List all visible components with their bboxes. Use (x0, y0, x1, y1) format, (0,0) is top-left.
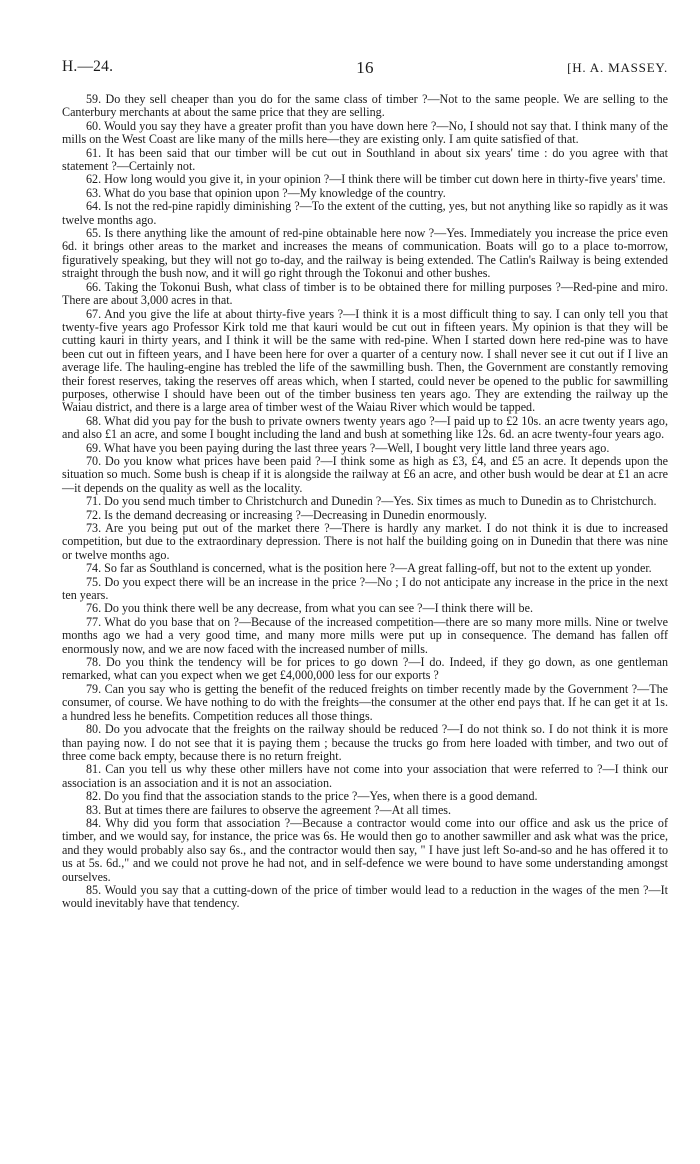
testimony-paragraph: 69. What have you been paying during the last three years ?—Well, I bought very little land three years ago. (86, 440, 610, 455)
testimony-paragraph: 81. Can you tell us why these other millers have not come into your association that were referred to ?—I think our association is an association and it is not an association. (62, 762, 668, 790)
testimony-paragraph: 85. Would you say that a cutting-down of the price of timber would lead to a reduction in the wages of the men ?—It would inevitably have that tendency. (62, 882, 668, 911)
testimony-paragraph: 66. Taking the Tokonui Bush, what class of timber is to be obtained there for milling purposes ?—Red-pine and miro. There are about 3,000 acres in that. (62, 279, 668, 308)
testimony-paragraph: 60. Would you say they have a greater profit than you have down here ?—No, I should not say that. I think many of the mills on the West Coast are like many of the mills here—they are existing only. I am quite satisfied of that. (62, 118, 668, 147)
page-header (62, 58, 668, 82)
testimony-paragraph: 83. But at times there are failures to observe the agreement ?—At all times. (86, 802, 452, 817)
series-reference: H.—24. (62, 58, 114, 75)
testimony-paragraph: 84. Why did you form that association ?—Because a contractor would come into our office and ask us the price of timber, and we would say, for instance, the price was 6s. He would then go to another sawmiller and ask what was the price, and they would probably also say 6s., and the contractor would then say, " I have just left So-and-so and he has offered it to us at 5s. 6d.," and we could not prove he had not, and in self-defence we were bound to have some understanding amongst ourselves. (62, 815, 668, 884)
witness-name: [H. A. MASSEY. (567, 60, 668, 75)
testimony-paragraph: 72. Is the demand decreasing or increasing ?—Decreasing in Dunedin enormously. (86, 507, 487, 522)
testimony-paragraph: 70. Do you know what prices have been paid ?—I think some as high as £3, £4, and £5 an acre. It depends upon the situation so much. Some bush is cheap if it is alongside the railway at £6 an acre, and other bush would be dear at £1 an acre—it depends on the quality as well as the locality. (62, 453, 668, 495)
testimony-paragraph: 67. And you give the life at about thirty-five years ?—I think it is a most difficult thing to say. I can only tell you that twenty-five years ago Professor Kirk told me that kauri would be cut out in fifteen years. My opinion is that they will be cutting kauri in thirty years, and I think it will be the same with red-pine. When I started down here red-pine was to have been cut out in fifteen years, and I have been here for over a quarter of a century now. I shall never see it cut out if I live an average life. The hauling-engine has trebled the life of the sawmilling bush. Then, the Government are constantly removing their forest reserves, taking the reserves off areas which, when I started, could never be opened to the public for sawmilling purposes, otherwise I should have been out of the timber business ten years ago. They are extending the railway up the Waiau district, and there is a large area of timber west of the Waiau River which would be tapped. (62, 306, 668, 415)
testimony-paragraph: 78. Do you think the tendency will be for prices to go down ?—I do. Indeed, if they go down, as one gentleman remarked, what can you expect when we get £4,000,000 less for our exports ? (62, 655, 668, 683)
testimony-paragraph: 59. Do they sell cheaper than you do for the same class of timber ?—Not to the same people. We are selling to the Canterbury merchants at about the same price that they are selling. (62, 92, 668, 120)
testimony-paragraph: 77. What do you base that on ?—Because of the increased competition—there are so many more mills. Nine or twelve months ago we had a very good time, and many more mills were put up in consequence. The demand has fallen off enormously now, and we are now faced with the increased number of mills. (62, 614, 668, 656)
testimony-paragraph: 73. Are you being put out of the market there ?—There is hardly any market. I do not think it is due to increased competition, but due to the extraordinary depression. There is not half the building going on in Dunedin that there was nine or twelve months ago. (62, 521, 668, 562)
testimony-paragraph: 82. Do you find that the association stands to the price ?—Yes, when there is a good demand. (86, 789, 538, 804)
testimony-paragraph: 62. How long would you give it, in your opinion ?—I think there will be timber cut down here in thirty-five years' time. (86, 172, 666, 187)
testimony-paragraph: 71. Do you send much timber to Christchurch and Dunedin ?—Yes. Six times as much to Dunedin as to Christchurch. (86, 494, 657, 509)
page-number: 16 (356, 58, 374, 77)
testimony-paragraph: 80. Do you advocate that the freights on the railway should be reduced ?—I do not think so. I do not think it is more than paying now. I do not see that it is paying them ; because the trucks go from here loaded with timber, and two out of three come back empty, because there is no return freight. (62, 722, 668, 763)
testimony-paragraph: 63. What do you base that opinion upon ?—My knowledge of the country. (86, 185, 446, 200)
testimony-body (62, 93, 668, 911)
testimony-paragraph: 65. Is there anything like the amount of red-pine obtainable here now ?—Yes. Immediately you increase the price even 6d. it brings other areas to the market and increases the means of communication. Boats will go to a place to-morrow, figuratively speaking, but they will not go to-day, and the railway is being extended. The Catlin's Railway is being extended straight through the bush now, and it will go right through the Tokonui and other bushes. (62, 226, 668, 281)
testimony-paragraph: 68. What did you pay for the bush to private owners twenty years ago ?—I paid up to £2 10s. an acre twenty years ago, and also £1 an acre, and some I bought including the land and bush at something like 12s. 6d. an acre twenty-four years ago. (62, 413, 668, 442)
testimony-paragraph: 76. Do you think there well be any decrease, from what you can see ?—I think there will be. (86, 601, 533, 616)
testimony-paragraph: 75. Do you expect there will be an increase in the price ?—No ; I do not anticipate any increase in the price in the next ten years. (62, 574, 668, 603)
testimony-paragraph: 64. Is not the red-pine rapidly diminishing ?—To the extent of the cutting, yes, but not anything like so rapidly as it was twelve months ago. (62, 199, 668, 227)
testimony-paragraph: 79. Can you say who is getting the benefit of the reduced freights on timber recently made by the Government ?—The consumer, of course. We have nothing to do with the freights—the consumer at the other end pays that. If he can get it at 1s. a hundred less he benefits. Competition reduces all those things. (62, 681, 668, 723)
testimony-paragraph: 74. So far as Southland is concerned, what is the position here ?—A great falling-off, but not to the extent up yonder. (86, 561, 652, 576)
testimony-paragraph: 61. It has been said that our timber will be cut out in Southland in about six years' time : do you agree with that statement ?—Certainly not. (62, 145, 668, 174)
